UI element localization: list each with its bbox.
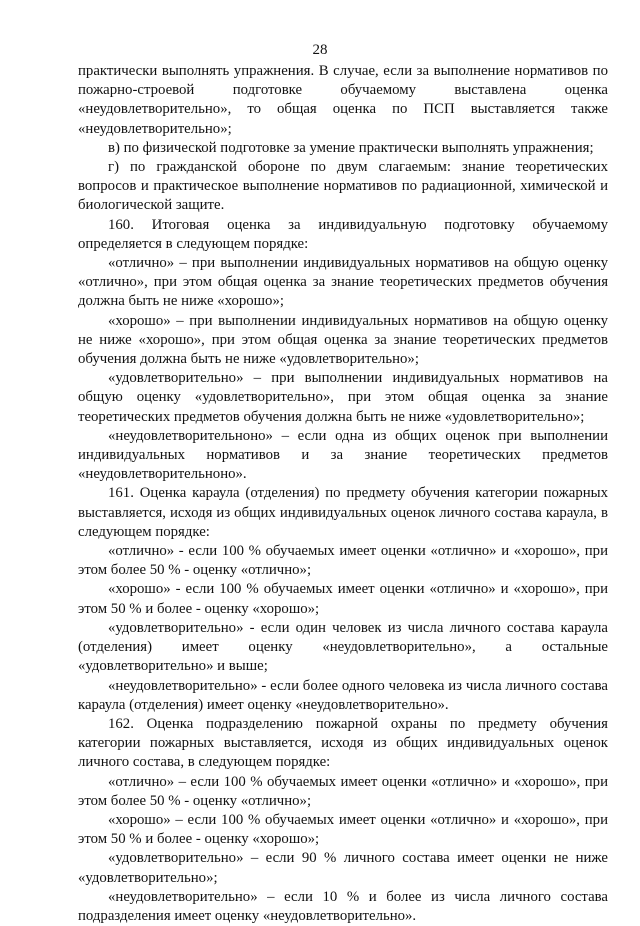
paragraph: «удовлетворительно» - если один человек из числа личного состава караула (отделения) имеет оценку «неудовлетворительно», а остальные «удовлетворительно» и выше; [78, 619, 608, 675]
paragraph: «отлично» - если 100 % обучаемых имеет оценки «отлично» и «хорошо», при этом более 50 % - оценку «отлично»; [78, 543, 608, 579]
paragraph: «хорошо» - если 100 % обучаемых имеет оценки «отлично» и «хорошо», при этом 50 % и более - оценку «хорошо»; [78, 581, 608, 617]
paragraph: «отлично» – при выполнении индивидуальных нормативов на общую оценку «отлично», при этом общая оценка за знание теоретических предметов обучения должна быть не ниже «хорошо»; [78, 255, 608, 310]
paragraph-item-162: 162. Оценка подразделению пожарной охраны по предмету обучения категории пожарных выставляется, исходя из общих индивидуальных оценок личного состава, в следующем порядке: [78, 715, 608, 771]
paragraph: «хорошо» – при выполнении индивидуальных нормативов на общую оценку не ниже «хорошо», при этом общая оценка за знание теоретических предметов обучения должна быть не ниже «удовлетворительно»; [78, 312, 608, 368]
paragraph: «неудовлетворительноно» – если одна из общих оценок при выполнении индивидуальных нормативов и за знание теоретических предметов «неудовлетворительноно». [78, 427, 608, 483]
paragraph: практически выполнять упражнения. В случае, если за выполнение нормативов по пожарно-строевой подготовке обучаемому выставлена оценка «неудовлетворительно», то общая оценка по ПСП выставляется также «неудовлетворительно»; [78, 63, 608, 137]
page-number: 28 [312, 42, 328, 58]
paragraph: в) по физической подготовке за умение практически выполнять упражнения; [108, 139, 594, 156]
paragraph: «удовлетворительно» – при выполнении индивидуальных нормативов на общую оценку «удовлетворительно», при этом общая оценка за знание теоретических предметов обучения должна быть не ниже «удовлетворительно»; [78, 370, 608, 425]
paragraph-item-160: 160. Итоговая оценка за индивидуальную подготовку обучаемому определяется в следующем порядке: [78, 216, 608, 252]
paragraph: «удовлетворительно» – если 90 % личного состава имеет оценки не ниже «удовлетворительно»; [78, 850, 608, 886]
paragraph: «неудовлетворительно» - если более одного человека из числа личного состава караула (отделения) имеет оценку «неудовлетворительно». [78, 677, 608, 713]
paragraph: «неудовлетворительно» – если 10 % и более из числа личного состава подразделения имеет оценку «неудовлетворительно». [78, 888, 608, 924]
paragraph-item-161: 161. Оценка караула (отделения) по предмету обучения категории пожарных выставляется, исходя из общих индивидуальных оценок личного состава караула, в следующем порядке: [78, 485, 608, 540]
paragraph: г) по гражданской обороне по двум слагаемым: знание теоретических вопросов и практическое выполнение нормативов по радиационной, химической и биологической защите. [78, 159, 608, 214]
paragraph: «хорошо» – если 100 % обучаемых имеет оценки «отлично» и «хорошо», при этом 50 % и более - оценку «хорошо»; [78, 811, 608, 848]
document-body [78, 62, 608, 926]
paragraph: «отлично» – если 100 % обучаемых имеет оценки «отлично» и «хорошо», при этом более 50 % - оценку «отлично»; [78, 773, 608, 809]
